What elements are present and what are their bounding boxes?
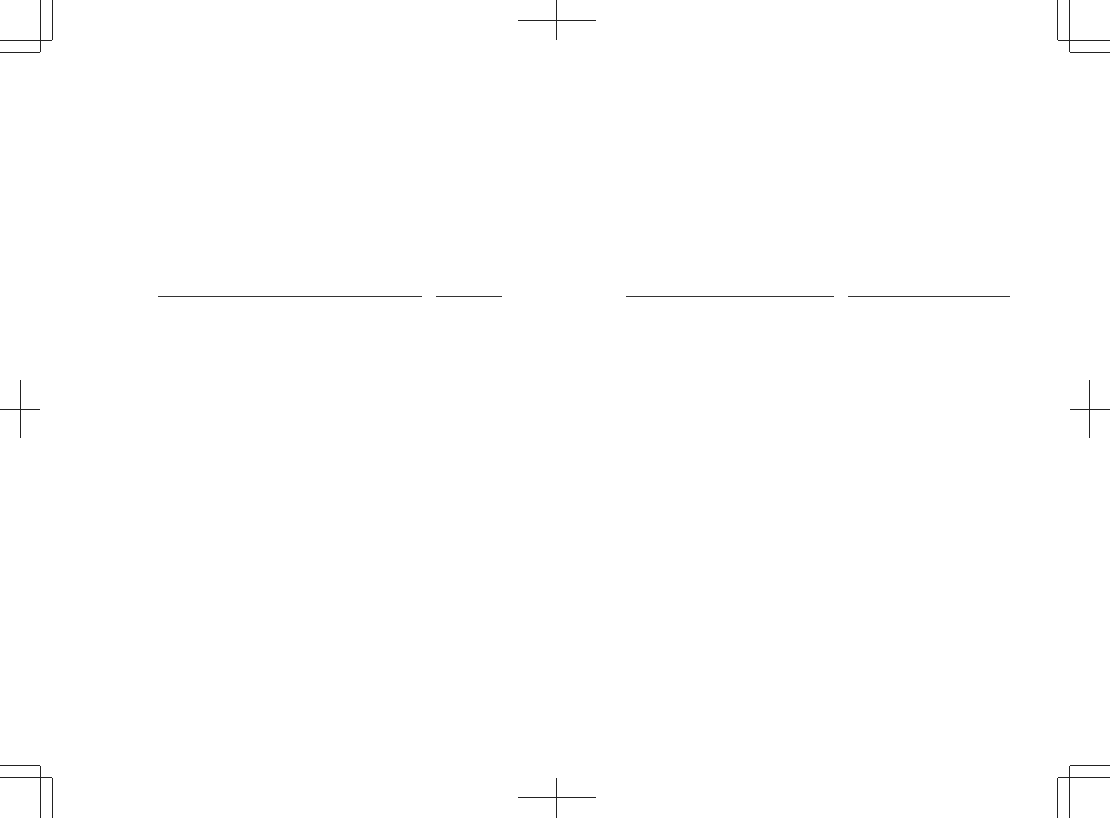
crop-mark: [0, 40, 52, 41]
crop-mark: [1057, 778, 1058, 818]
crop-mark: [40, 0, 41, 52]
crop-mark: [52, 0, 53, 40]
crop-mark: [1089, 380, 1090, 438]
crop-mark: [1069, 0, 1070, 52]
crop-mark: [1069, 766, 1070, 818]
divider-rule: [436, 296, 502, 297]
crop-mark: [1070, 52, 1110, 53]
crop-mark: [52, 778, 53, 818]
crop-mark: [1070, 765, 1110, 766]
crop-mark: [518, 20, 596, 21]
crop-mark: [1058, 777, 1110, 778]
crop-mark: [40, 766, 41, 818]
divider-rule: [626, 296, 834, 297]
crop-mark: [556, 0, 557, 40]
crop-mark: [0, 777, 52, 778]
crop-mark: [1057, 0, 1058, 40]
crop-mark: [518, 797, 596, 798]
divider-rule: [158, 296, 422, 297]
crop-mark: [20, 380, 21, 438]
divider-rule: [848, 296, 1010, 297]
crop-mark: [0, 765, 40, 766]
crop-mark: [0, 52, 40, 53]
crop-mark: [1058, 40, 1110, 41]
crop-mark: [1070, 409, 1110, 410]
crop-mark: [556, 778, 557, 818]
